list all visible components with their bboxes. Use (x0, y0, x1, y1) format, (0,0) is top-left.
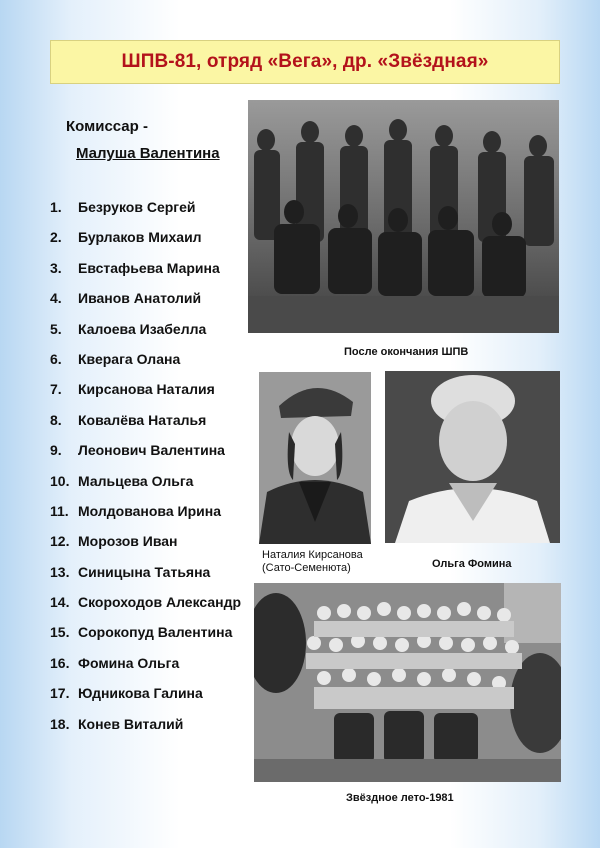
list-item-name: Скороходов Александр (78, 594, 242, 611)
list-item-number: 17. (50, 685, 70, 702)
list-item-name: Морозов Иван (78, 533, 178, 550)
list-item-number: 11. (50, 502, 69, 519)
list-item-name: Кирсанова Наталия (78, 381, 215, 398)
list-item-number: 16. (50, 654, 70, 671)
kirsanova-caption-line1: Наталия Кирсанова (262, 549, 363, 561)
list-item-number: 4. (50, 290, 62, 307)
kirsanova-caption-line2: (Сато-Семенюта) (262, 562, 351, 574)
list-item-name: Безруков Сергей (78, 199, 196, 215)
list-item-number: 9. (50, 442, 62, 459)
list-item-name: Молдованова Ирина (78, 502, 221, 519)
list-item-number: 13. (50, 563, 70, 580)
fomina-caption: Ольга Фомина (432, 558, 512, 570)
list-item-number: 15. (50, 624, 70, 641)
list-item-number: 14. (50, 594, 70, 611)
list-item-name: Леонович Валентина (78, 442, 225, 459)
kirsanova-photo (259, 372, 371, 544)
list-item-name: Синицына Татьяна (78, 563, 211, 580)
list-item-name: Кверага Олана (78, 350, 181, 367)
list-item-number: 3. (50, 259, 62, 276)
title-banner (50, 40, 560, 84)
fomina-photo (385, 371, 560, 543)
list-item-number: 10. (50, 472, 70, 489)
page-title: ШПВ-81, отряд «Вега», др. «Звёздная» (121, 51, 489, 72)
list-item-name: Евстафьева Марина (78, 259, 220, 276)
summer-group-photo (254, 583, 561, 782)
list-item-name: Ковалёва Наталья (78, 411, 207, 428)
group-photo-caption: После окончания ШПВ (344, 346, 469, 358)
list-item-number: 6. (50, 350, 62, 367)
list-item-number: 12. (50, 533, 70, 550)
list-item-name: Фомина Ольга (78, 654, 180, 671)
list-item-number: 1. (50, 199, 62, 215)
list-item-number: 7. (50, 381, 62, 398)
list-item-number: 2. (50, 229, 62, 246)
list-item-name: Мальцева Ольга (78, 472, 194, 489)
list-item-name: Иванов Анатолий (78, 290, 202, 307)
summer-photo-caption: Звёздное лето-1981 (346, 792, 454, 804)
list-item-name: Калоева Изабелла (78, 320, 207, 337)
list-item-name: Конев Виталий (78, 715, 184, 732)
list-item-name: Юдникова Галина (78, 685, 203, 702)
list-item-name: Сорокопуд Валентина (78, 624, 233, 641)
commissar-name: Малуша Валентина (76, 145, 220, 162)
list-item-number: 18. (50, 715, 70, 732)
list-item-name: Бурлаков Михаил (78, 229, 202, 246)
group-photo (248, 100, 559, 333)
commissar-label: Комиссар - (66, 118, 148, 135)
list-item-number: 8. (50, 411, 62, 428)
list-item-number: 5. (50, 320, 62, 337)
